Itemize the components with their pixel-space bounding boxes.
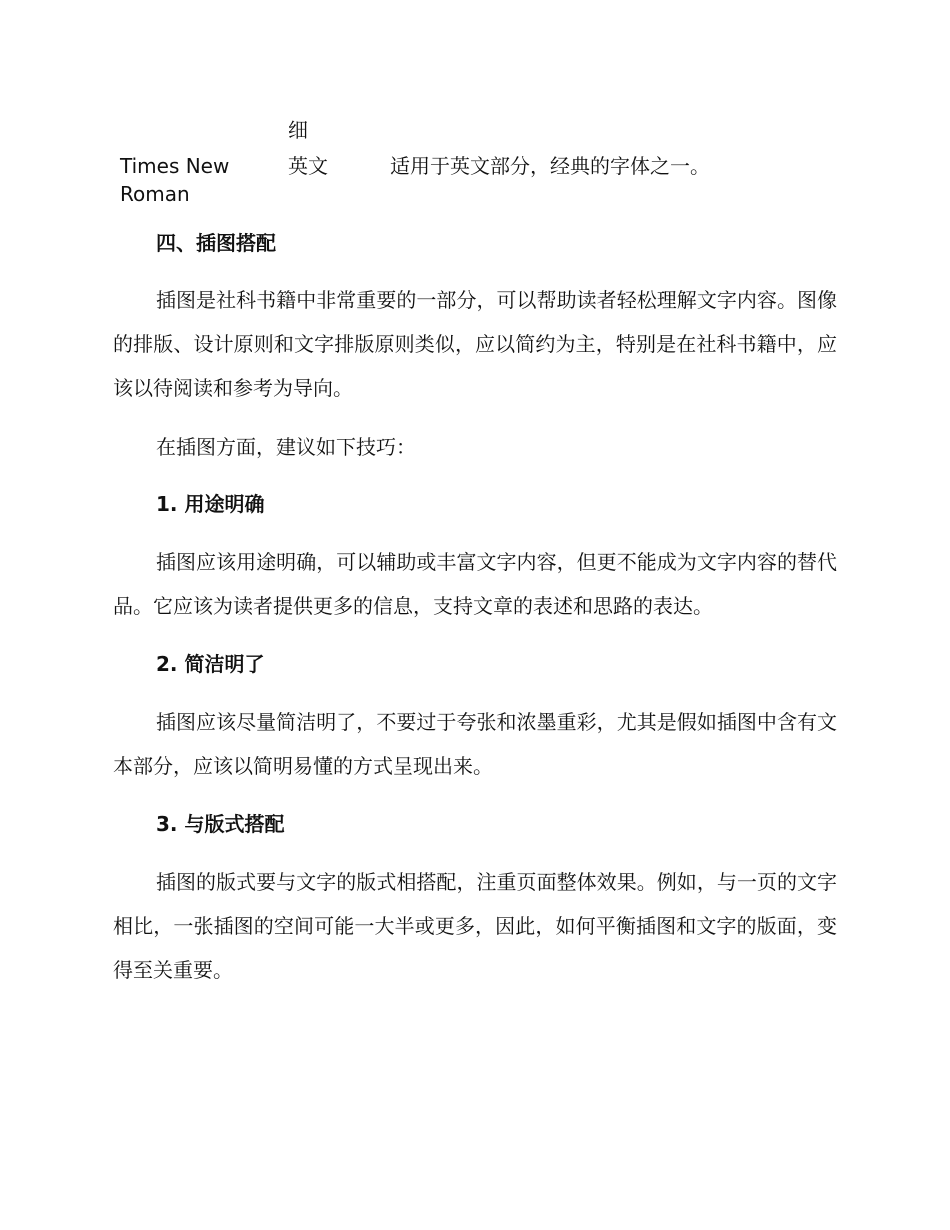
font-table-fragment (120, 116, 740, 212)
item-2-paragraph: 插图应该尽量简洁明了，不要过于夸张和浓墨重彩，尤其是假如插图中含有文本部分，应该以简明易懂的方式呈现出来。 (113, 710, 837, 778)
item-2-heading: 2. 简洁明了 (156, 652, 265, 676)
table-cell-language: 英文 (288, 154, 328, 178)
table-cell-description: 适用于英文部分，经典的字体之一。 (390, 154, 710, 178)
item-1-heading: 1. 用途明确 (156, 492, 265, 516)
item-3-paragraph: 插图的版式要与文字的版式相搭配，注重页面整体效果。例如，与一页的文字相比，一张插图的空间可能一大半或更多，因此，如何平衡插图和文字的版面，变得至关重要。 (113, 870, 837, 982)
intro-paragraph: 插图是社科书籍中非常重要的一部分，可以帮助读者轻松理解文字内容。图像的排版、设计原则和文字排版原则类似，应以简约为主，特别是在社科书籍中，应该以待阅读和参考为导向。 (113, 288, 837, 400)
item-3-heading: 3. 与版式搭配 (156, 812, 285, 836)
table-cell-weight: 细 (288, 118, 308, 142)
section-heading: 四、插图搭配 (156, 231, 276, 255)
table-cell-font-name: Times New Roman (120, 154, 230, 206)
item-1-paragraph: 插图应该用途明确，可以辅助或丰富文字内容，但更不能成为文字内容的替代品。它应该为读者提供更多的信息，支持文章的表述和思路的表达。 (113, 550, 837, 618)
lead-paragraph: 在插图方面，建议如下技巧： (156, 435, 416, 459)
